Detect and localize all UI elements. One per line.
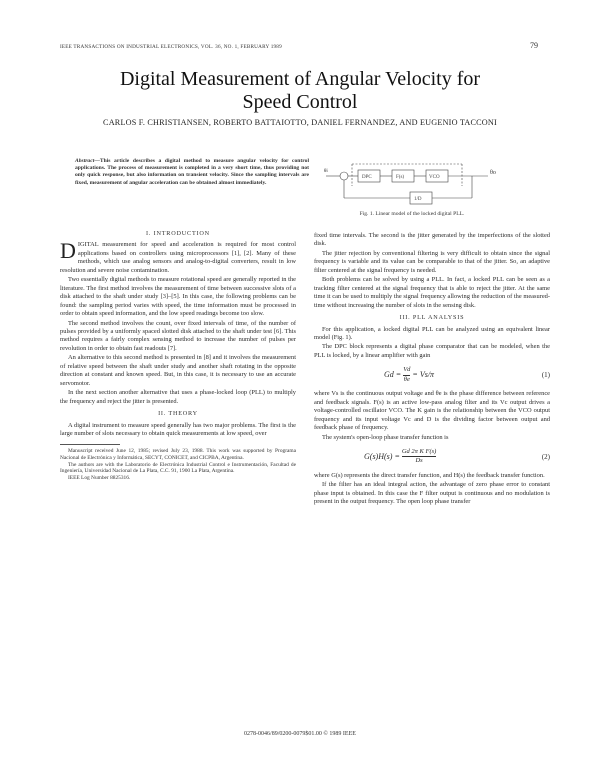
svg-text:VCO: VCO: [429, 175, 440, 180]
paper-title: [0, 68, 600, 114]
svg-text:1/D: 1/D: [414, 197, 422, 202]
pll-paragraph-1: For this application, a locked digital PLL can be analyzed using an equivalent linear model (Fig. 1).: [314, 325, 550, 341]
abstract-text: —This article describes a digital method to measure angular velocity for control applications. The process of measurement is completed in a very short time, thus providing not only quick response, but also information on transient velocity. Since the sampling intervals are fixed, measurement of angular acceleration can be obtained almost immediately.: [75, 158, 309, 186]
running-head: IEEE TRANSACTIONS ON INDUSTRIAL ELECTRONICS, VOL. 36, NO. 1, FEBRUARY 1989: [60, 44, 282, 50]
pll-paragraph-2: The DPC block represents a digital phase comparator that can be modeled, when the PLL is locked, by a linear amplifier with gain: [314, 343, 550, 359]
intro-paragraph-2: Two essentially digital methods to measure rotational speed are generally reported in the literature. The first method involves the measurement of time between successive slots of a disk attached to the shaft under study [3]–[5]. In this case, the following problems can be found: the sampling period varies with speed, the time information must be processed in order to obtain speed information, and the low speed readings become too slow.: [60, 276, 296, 318]
title-line-1: Digital Measurement of Angular Velocity for: [119, 68, 481, 90]
equation-2-number: (2): [541, 452, 550, 461]
equation-2-lhs: G(s)H(s) =: [364, 451, 402, 461]
footnote-manuscript: Manuscript received June 12, 1985; revised July 23, 1988. This work was supported by Programa Nacional de Electrónica y Informática, SECYT, CONICET, and CICPBA, Argentina.: [60, 448, 296, 462]
footnote-log-number: IEEE Log Number 8825316.: [68, 474, 131, 481]
figure-input-label: θi: [324, 169, 328, 174]
intro-paragraph-1: [60, 238, 296, 275]
abstract-label: Abstract: [75, 158, 95, 164]
pll-paragraph-5: where G(s) represents the direct transfer function, and H(s) the feedback transfer function.: [314, 471, 545, 479]
intro-paragraph-4: An alternative to this second method is presented in [8] and it involves the measurement of relative speed between the shaft under study and another shaft rotating in the opposite direction at constant and known speed. But, in this case, it is necessary to use an accurate servomotor.: [60, 354, 296, 387]
section-heading-pll-analysis: III. PLL ANALYSIS: [399, 314, 465, 322]
intro-paragraph-1-text: IGITAL measurement for speed and acceleration is required for most control applications based on controllers using microprocessors [1], [2]. Many of these methods, which use analog sensors and analog-to-digital converters, result in low resolution and severe noise contamination.: [60, 241, 296, 274]
page-number: 79: [530, 41, 538, 50]
equation-1-lhs: Gd =: [384, 370, 404, 380]
svg-text:DPC: DPC: [362, 175, 372, 180]
pll-paragraph-3: where Vs is the continuous output voltage and θe is the phase difference between reference and feedback signals. F(s) is an active low-pass analog filter and its Vc output drives a voltage-controlled oscillator VCO. The K gain is the relationship between the VCO output frequency and its input voltage Vc and D is the dividing factor between output and feedback phase of frequency.: [314, 390, 550, 432]
equation-1: [314, 366, 550, 384]
figure-output-label: θo: [490, 170, 496, 176]
right-paragraph-3: Both problems can be solved by using a PLL. In fact, a locked PLL can be seen as a tracking filter centered at the signal frequency that is able to reject the jitter. At the same time it can be used to multiply the signal frequency allowing the reduction of the measured-time without increasing the number of slots in the sensing disk.: [314, 276, 550, 309]
issn-copyright-line: 0278-0046/89/0200-0079$01.00 © 1989 IEEE: [244, 731, 356, 737]
footnotes: [60, 448, 296, 481]
figure-1-caption: Fig. 1. Linear model of the locked digital PLL.: [359, 211, 465, 217]
footnote-affiliation: The authors are with the Laboratorio de Electrónica Industrial Control e Instrumentación, Facultad de Ingeniería, Universidad Nacional de La Plata, C.C. 91, 1900 La Plata, Argentina.: [60, 461, 296, 475]
equation-1-number: (1): [541, 371, 550, 380]
theory-paragraph-1: A digital instrument to measure speed generally has two major problems. The first is the large number of slots necessary to obtain quick measurements at low speed, over: [60, 421, 296, 437]
svg-text:F(s): F(s): [396, 175, 405, 180]
section-heading-theory: II. THEORY: [158, 410, 198, 418]
footnote-rule: [60, 444, 120, 445]
figure-1-block-diagram: [322, 160, 502, 208]
pll-paragraph-6: If the filter has an ideal integral action, the advantage of zero phase error to constant phase input is obtained. In this case the F filter output is continuous and no modulation is present in the output frequency. The open loop phase transfer: [314, 481, 550, 506]
abstract: [75, 158, 309, 187]
equation-1-rhs: = Vs/π: [412, 370, 435, 380]
right-column: [314, 232, 550, 508]
left-column: [60, 226, 296, 481]
equation-2-denominator: Ds: [415, 457, 423, 465]
title-line-2: Speed Control: [242, 91, 358, 113]
section-heading-introduction: I. INTRODUCTION: [146, 230, 210, 237]
pll-paragraph-4: The system's open-loop phase transfer function is: [322, 433, 449, 441]
drop-cap-letter: D: [60, 238, 76, 264]
author-list: CARLOS F. CHRISTIANSEN, ROBERTO BATTAIOTTO, DANIEL FERNANDEZ, AND EUGENIO TACCONI: [103, 118, 497, 127]
right-paragraph-2: The jitter rejection by conventional filtering is very difficult to obtain since the signal frequency is variable and its value can be comparable to that of the jitter. So, an adaptive filter centered at the signal frequency is needed.: [314, 249, 550, 274]
equation-1-denominator: θe: [403, 375, 410, 383]
equation-2-numerator: Gd 2π K F(s): [402, 448, 437, 457]
equation-1-numerator: Vd: [403, 366, 410, 375]
intro-paragraph-5: In the next section another alternative that uses a phase-locked loop (PLL) to multiply the frequency and reject the jitter is presented.: [60, 389, 296, 405]
equation-2: [314, 448, 550, 466]
intro-paragraph-3: The second method involves the count, over fixed intervals of time, of the number of pulses provided by a uniformly spaced slotted disk attached to the shaft under test [6]. This method requires a fairly complex sensing method to increase the number of pulses per revolution in order to obtain fast readouts [7].: [60, 319, 296, 352]
right-paragraph-1: fixed time intervals. The second is the jitter generated by the imperfections of the slotted disk.: [314, 232, 550, 248]
